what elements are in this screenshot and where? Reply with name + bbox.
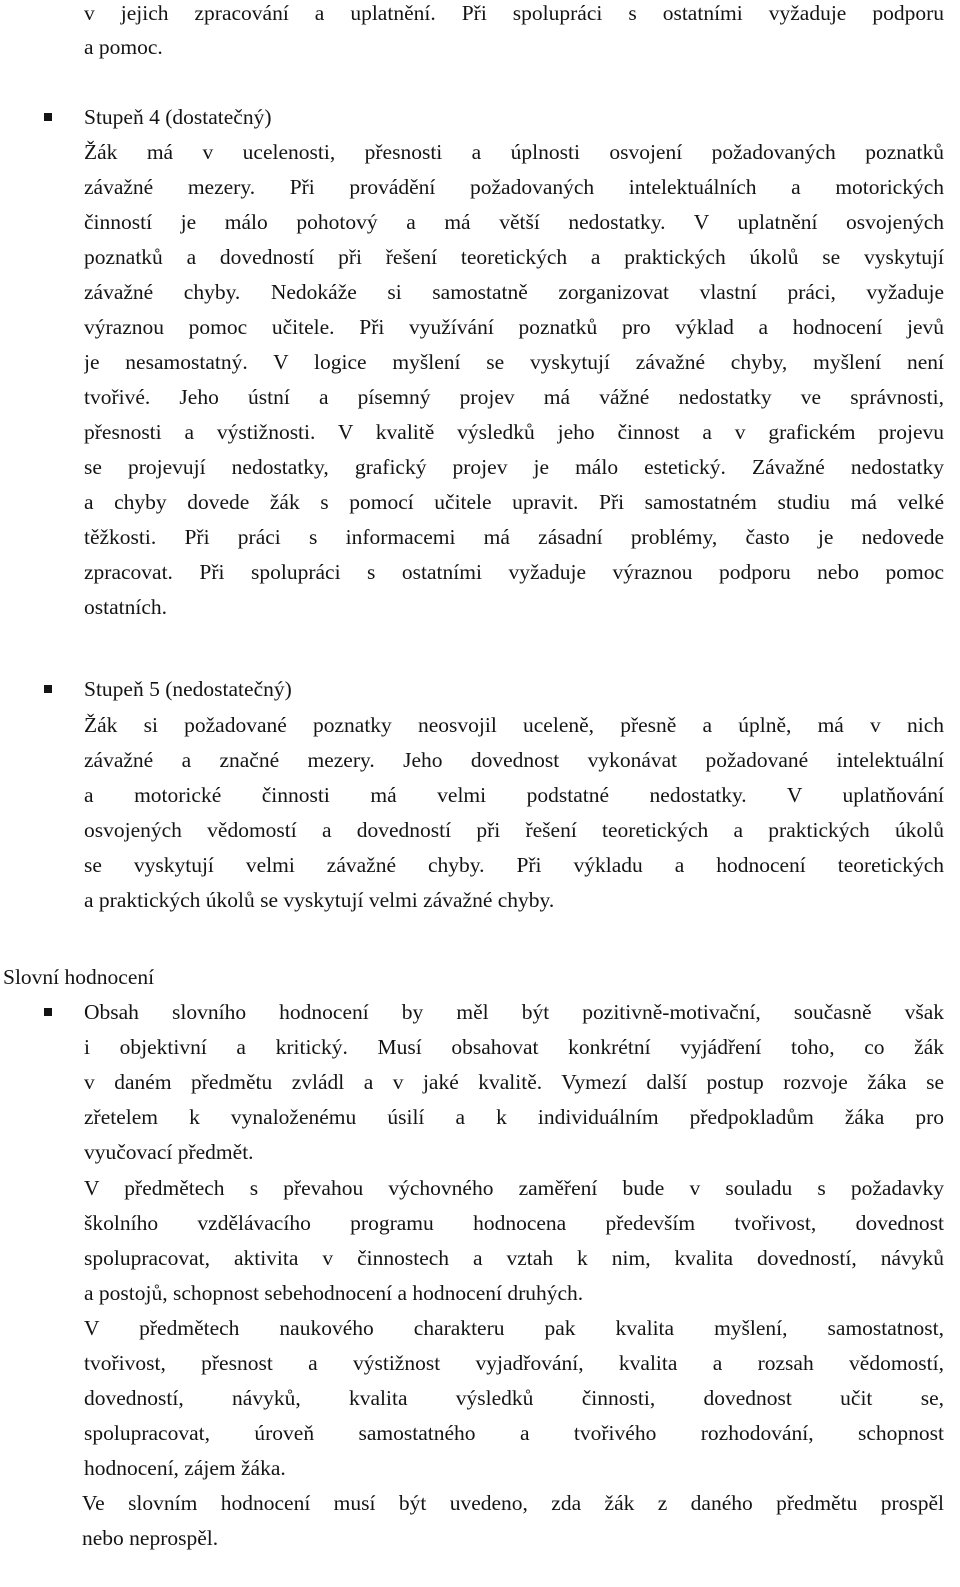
verbal-line: V předmětech naukového charakteru pak kvalita myšlení, samostatnost, — [84, 1316, 944, 1340]
grade5-line: a praktických úkolů se vyskytují velmi závažné chyby. — [84, 888, 555, 912]
grade4-line: těžkosti. Při práci s informacemi má zásadní problémy, často je nedovede — [84, 525, 944, 549]
grade4-line: závažné mezery. Při provádění požadovaných intelektuálních a motorických — [84, 175, 944, 199]
grade4-title: Stupeň 4 (dostatečný) — [84, 105, 272, 129]
verbal-line: a postojů, schopnost sebehodnocení a hodnocení druhých. — [84, 1281, 584, 1305]
bullet-icon — [44, 1008, 52, 1016]
verbal-line: spolupracovat, úroveň samostatného a tvořivého rozhodování, schopnost — [84, 1421, 944, 1445]
grade4-line: poznatků a dovedností při řešení teoretických a praktických úkolů se vyskytují — [84, 245, 944, 269]
grade4-line: se projevují nedostatky, grafický projev je málo estetický. Závažné nedostatky — [84, 455, 944, 479]
bullet-icon — [44, 685, 52, 693]
grade4-line: přesnosti a výstižnosti. V kvalitě výsledků jeho činnost a v grafickém projevu — [84, 420, 944, 444]
verbal-line: dovedností, návyků, kvalita výsledků činnosti, dovednost učit se, — [84, 1386, 944, 1410]
intro-line-2: a pomoc. — [84, 35, 163, 59]
verbal-line: zřetelem k vynaloženému úsilí a k individuálním předpokladům žáka pro — [84, 1105, 944, 1129]
grade4-line: Žák má v ucelenosti, přesnosti a úplnosti osvojení požadovaných poznatků — [84, 140, 944, 164]
verbal-line: spolupracovat, aktivita v činnostech a vztah k nim, kvalita dovedností, návyků — [84, 1246, 944, 1270]
verbal-line: V předmětech s převahou výchovného zaměření bude v souladu s požadavky — [84, 1176, 944, 1200]
grade4-line: a chyby dovede žák s pomocí učitele upravit. Při samostatném studiu má velké — [84, 490, 944, 514]
verbal-line: vyučovací předmět. — [84, 1140, 254, 1164]
verbal-line: nebo neprospěl. — [82, 1526, 219, 1550]
verbal-line: školního vzdělávacího programu hodnocena především tvořivost, dovednost — [84, 1211, 944, 1235]
verbal-line: i objektivní a kritický. Musí obsahovat konkrétní vyjádření toho, co žák — [84, 1035, 944, 1059]
grade5-title: Stupeň 5 (nedostatečný) — [84, 677, 292, 701]
verbal-line: tvořivost, přesnost a výstižnost vyjadřování, kvalita a rozsah vědomostí, — [84, 1351, 944, 1375]
grade5-line: a motorické činnosti má velmi podstatné nedostatky. V uplatňování — [84, 783, 944, 807]
intro-line-1: v jejich zpracování a uplatnění. Při spolupráci s ostatními vyžaduje podporu — [84, 1, 944, 25]
verbal-line: Ve slovním hodnocení musí být uvedeno, zda žák z daného předmětu prospěl — [82, 1491, 944, 1515]
grade5-line: závažné a značné mezery. Jeho dovednost vykonávat požadované intelektuální — [84, 748, 944, 772]
grade4-line: ostatních. — [84, 595, 167, 619]
verbal-line: hodnocení, zájem žáka. — [84, 1456, 286, 1480]
grade4-line: zpracovat. Při spolupráci s ostatními vyžaduje výraznou podporu nebo pomoc — [84, 560, 944, 584]
grade4-line: je nesamostatný. V logice myšlení se vyskytují závažné chyby, myšlení není — [84, 350, 944, 374]
grade4-line: výraznou pomoc učitele. Při využívání poznatků pro výklad a hodnocení jevů — [84, 315, 944, 339]
grade4-line: závažné chyby. Nedokáže si samostatně zorganizovat vlastní práci, vyžaduje — [84, 280, 944, 304]
grade5-line: Žák si požadované poznatky neosvojil uceleně, přesně a úplně, má v nich — [84, 713, 944, 737]
verbal-line: Obsah slovního hodnocení by měl být pozitivně-motivační, současně však — [84, 1000, 944, 1024]
grade4-line: tvořivé. Jeho ústní a písemný projev má vážné nedostatky ve správnosti, — [84, 385, 944, 409]
section-heading: Slovní hodnocení — [3, 965, 155, 989]
grade4-line: činností je málo pohotový a má větší nedostatky. V uplatnění osvojených — [84, 210, 944, 234]
bullet-icon — [44, 113, 52, 121]
grade5-line: se vyskytují velmi závažné chyby. Při výkladu a hodnocení teoretických — [84, 853, 944, 877]
verbal-line: v daném předmětu zvládl a v jaké kvalitě. Vymezí další postup rozvoje žáka se — [84, 1070, 944, 1094]
grade5-line: osvojených vědomostí a dovedností při řešení teoretických a praktických úkolů — [84, 818, 944, 842]
